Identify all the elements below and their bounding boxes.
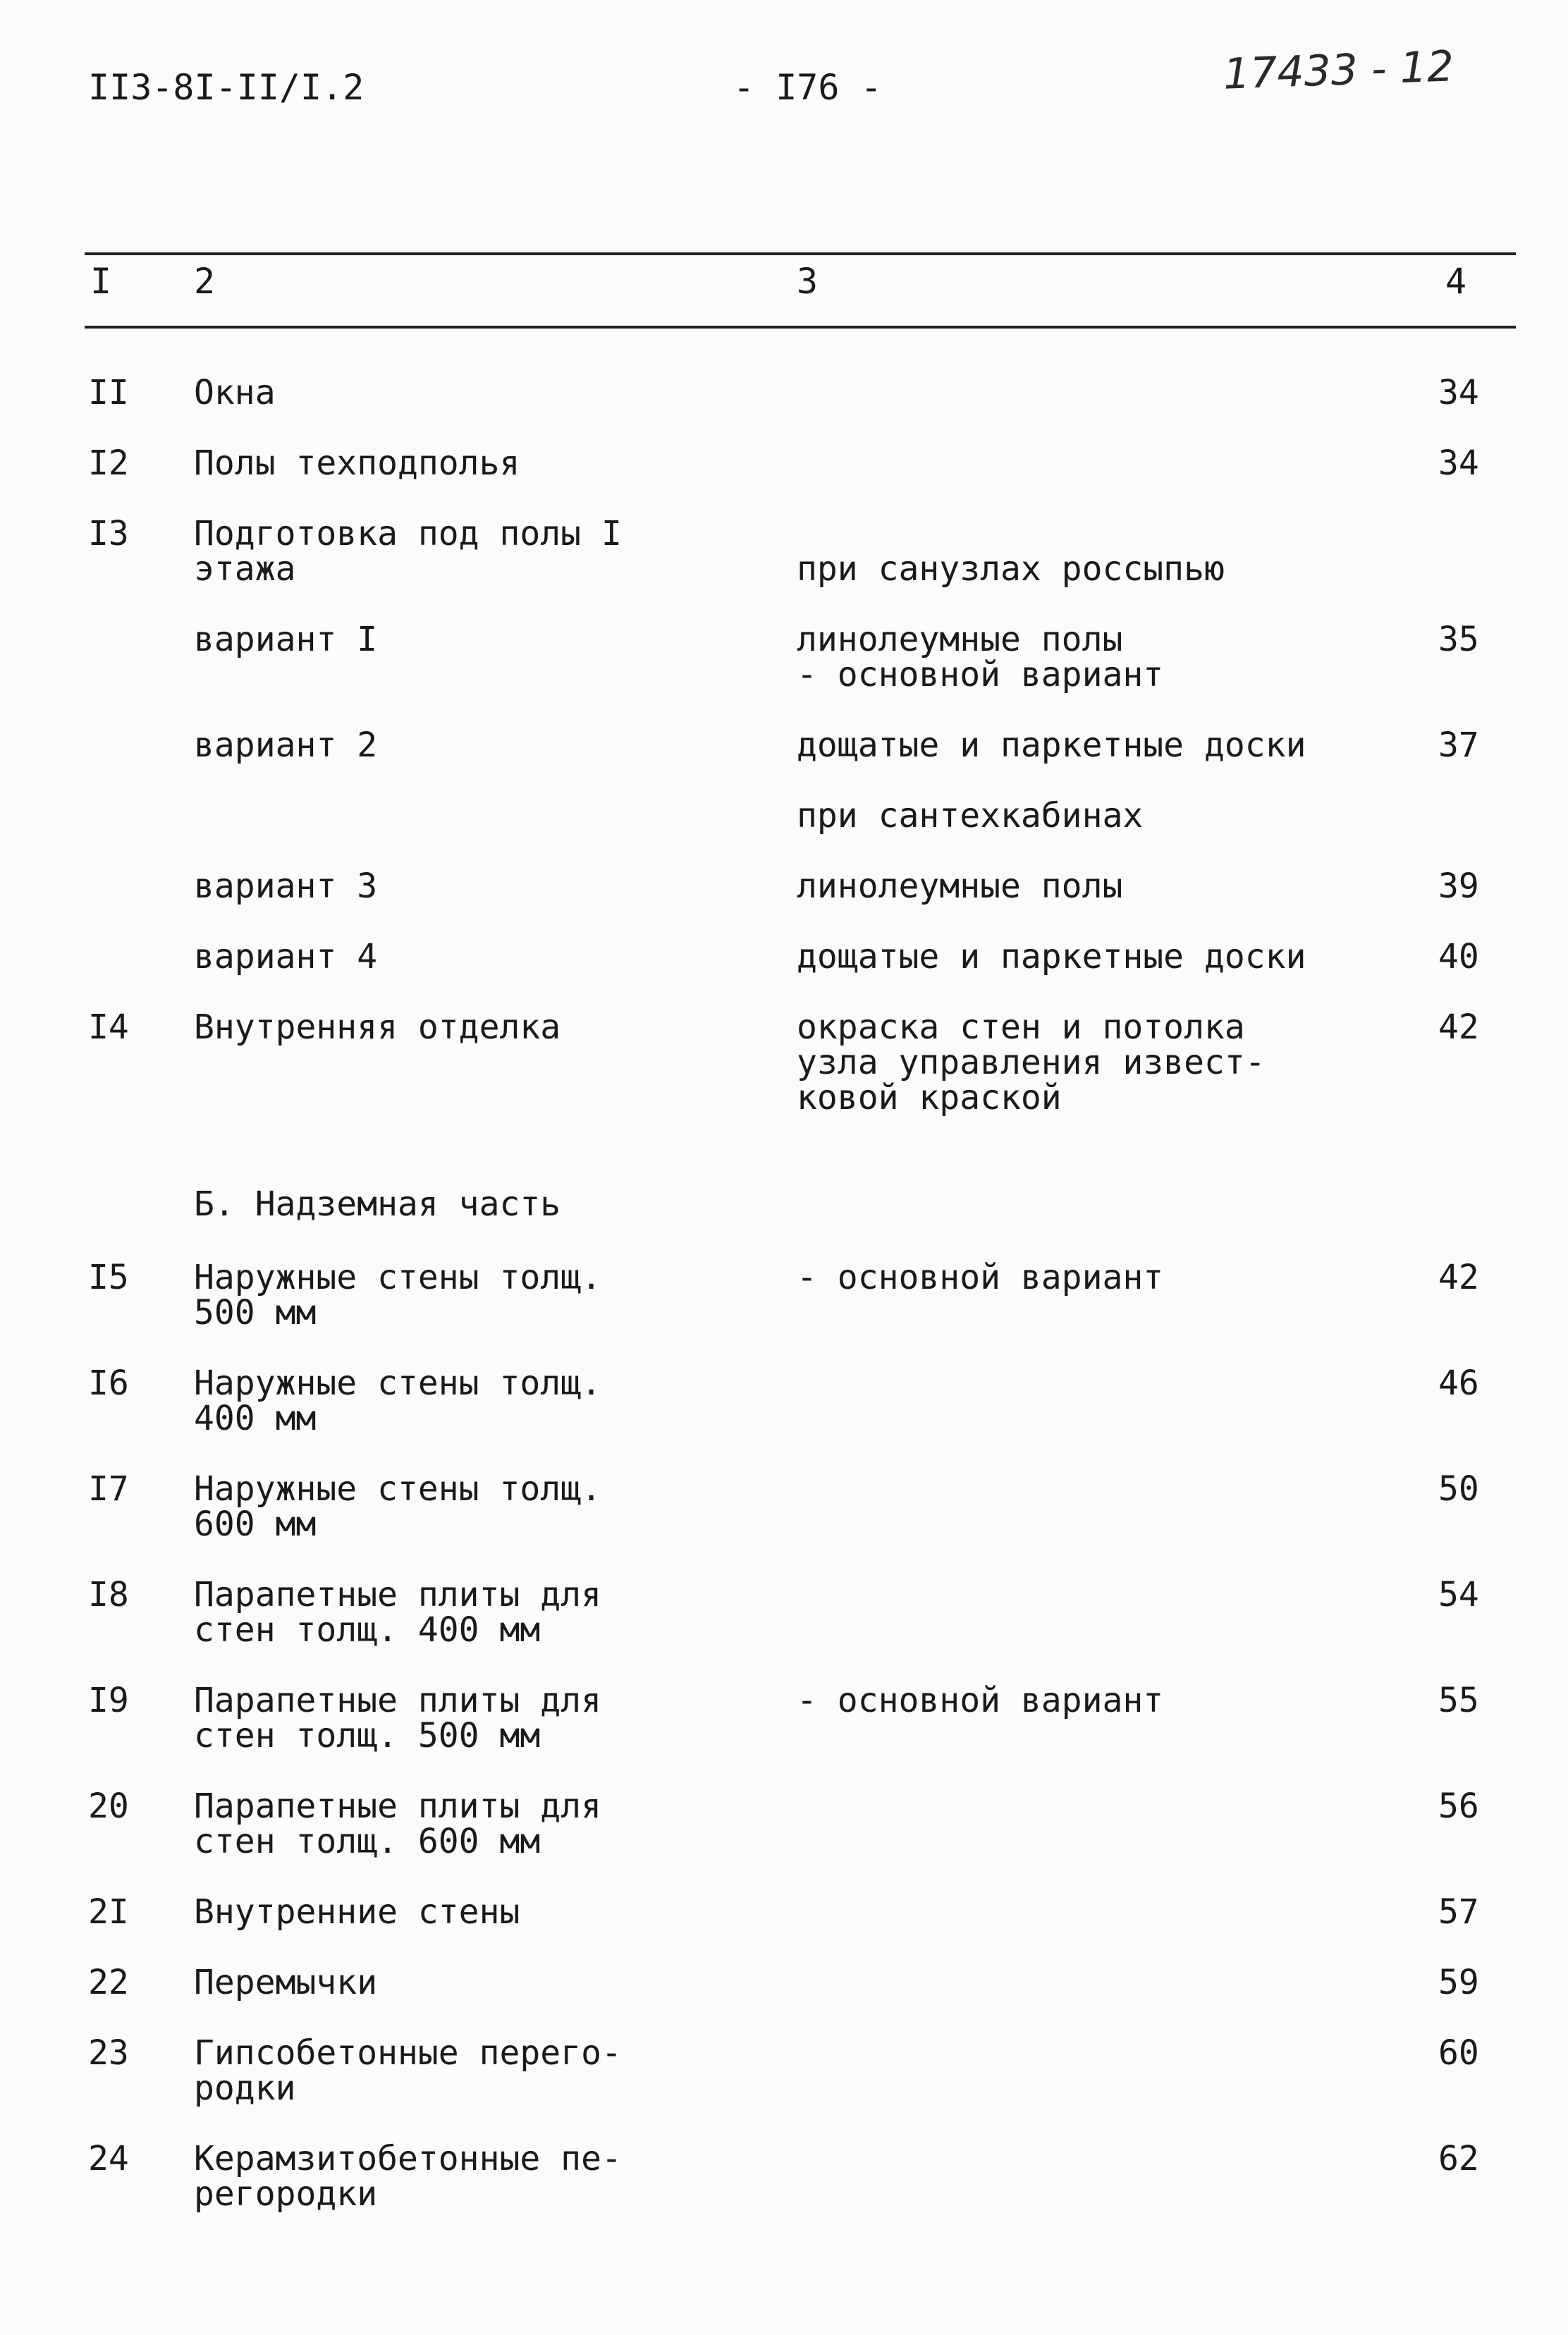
row-page: 60 bbox=[1438, 2033, 1479, 2073]
row-number: I7 bbox=[88, 1469, 129, 1509]
row-page: 34 bbox=[1438, 443, 1479, 483]
row-page: 55 bbox=[1438, 1681, 1479, 1720]
document-code: II3-8I-II/I.2 bbox=[88, 67, 365, 108]
row-page: 37 bbox=[1438, 725, 1479, 765]
row-page: 46 bbox=[1438, 1363, 1479, 1403]
row-page: 62 bbox=[1438, 2139, 1479, 2178]
row-page: 42 bbox=[1438, 1258, 1479, 1297]
row-note: - основной вариант bbox=[797, 1681, 1164, 1720]
row-page: 59 bbox=[1438, 1963, 1479, 2002]
column-header-4: 4 bbox=[1445, 261, 1467, 302]
row-name: Окна bbox=[194, 373, 276, 412]
row-name: Керамзитобетонные пе- регородки bbox=[194, 2139, 622, 2214]
row-name: Подготовка под полы I этажа bbox=[194, 514, 622, 589]
row-name: Наружные стены толщ. 600 мм bbox=[194, 1469, 601, 1544]
row-name: Перемычки bbox=[194, 1963, 378, 2002]
row-number: I9 bbox=[88, 1681, 129, 1720]
row-number: I2 bbox=[88, 443, 129, 483]
column-header-row bbox=[0, 261, 1568, 317]
row-name: Полы техподполья bbox=[194, 443, 520, 483]
row-name: Парапетные плиты для стен толщ. 500 мм bbox=[194, 1681, 601, 1755]
row-note: - основной вариант bbox=[797, 1258, 1164, 1297]
row-name: вариант I bbox=[194, 620, 378, 659]
row-name: вариант 2 bbox=[194, 725, 378, 765]
table-top-rule bbox=[85, 252, 1516, 255]
row-number: II bbox=[88, 373, 129, 412]
page-number: - I76 - bbox=[733, 67, 882, 108]
row-note: при санузлах россыпью bbox=[797, 549, 1225, 589]
section-heading: Б. Надземная часть bbox=[194, 1184, 561, 1224]
row-number: I3 bbox=[88, 514, 129, 553]
row-note: линолеумные полы - основной вариант bbox=[797, 620, 1164, 694]
row-note: линолеумные полы bbox=[797, 866, 1123, 906]
row-page: 54 bbox=[1438, 1575, 1479, 1614]
row-page: 39 bbox=[1438, 866, 1479, 906]
handwritten-annotation: 17433 - 12 bbox=[1222, 42, 1455, 99]
row-number: 2I bbox=[88, 1892, 129, 1932]
row-page: 40 bbox=[1438, 937, 1479, 976]
row-name: Парапетные плиты для стен толщ. 400 мм bbox=[194, 1575, 601, 1650]
row-name: Наружные стены толщ. 500 мм bbox=[194, 1258, 601, 1332]
row-number: I4 bbox=[88, 1007, 129, 1047]
row-number: I8 bbox=[88, 1575, 129, 1614]
row-page: 34 bbox=[1438, 373, 1479, 412]
row-number: 20 bbox=[88, 1787, 129, 1826]
column-header-3: 3 bbox=[797, 261, 819, 302]
row-name: Внутренняя отделка bbox=[194, 1007, 561, 1047]
row-note: дощатые и паркетные доски bbox=[797, 725, 1306, 765]
row-name: Гипсобетонные перего- родки bbox=[194, 2033, 622, 2108]
row-name: вариант 3 bbox=[194, 866, 378, 906]
column-header-2: 2 bbox=[194, 261, 216, 302]
row-note: окраска стен и потолка узла управления извест- ковой краской bbox=[797, 1007, 1266, 1117]
row-page: 50 bbox=[1438, 1469, 1479, 1509]
row-page: 56 bbox=[1438, 1787, 1479, 1826]
row-page: 35 bbox=[1438, 620, 1479, 659]
row-number: 22 bbox=[88, 1963, 129, 2002]
row-name: Внутренние стены bbox=[194, 1892, 520, 1932]
row-number: 24 bbox=[88, 2139, 129, 2178]
table-header-rule bbox=[85, 326, 1516, 329]
column-header-1: I bbox=[90, 261, 112, 302]
row-page: 57 bbox=[1438, 1892, 1479, 1932]
row-note: дощатые и паркетные доски bbox=[797, 937, 1306, 976]
row-number: I6 bbox=[88, 1363, 129, 1403]
row-name: Парапетные плиты для стен толщ. 600 мм bbox=[194, 1787, 601, 1861]
page-header bbox=[0, 42, 1568, 123]
row-note: при сантехкабинах bbox=[797, 796, 1144, 835]
row-number: I5 bbox=[88, 1258, 129, 1297]
row-number: 23 bbox=[88, 2033, 129, 2073]
row-page: 42 bbox=[1438, 1007, 1479, 1047]
row-name: Наружные стены толщ. 400 мм bbox=[194, 1363, 601, 1438]
row-name: вариант 4 bbox=[194, 937, 378, 976]
